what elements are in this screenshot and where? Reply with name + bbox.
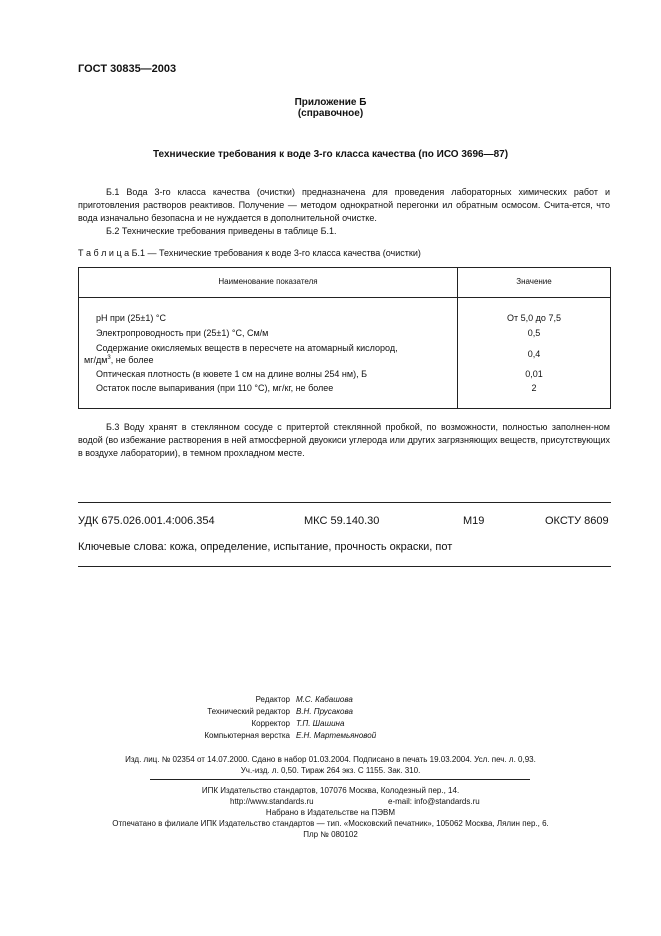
- paragraph-b3: Б.3 Воду хранят в стеклянном сосуде с притертой стеклянной пробкой, по возможности, полностью заполнен-ном водой (во избежание растворения в ней атмосферной двуокиси углерода или других загрязняющих веществ, присутствующих в воздухе лаборатории), в темном прохладном месте.: [78, 422, 610, 458]
- paragraph-b1: Б.1 Вода 3-го класса качества (очистки) предназначена для проведения лабораторных химических работ и приготовления растворов реактивов. Получение — методом однократной перегонки ил обратным осмосом. Счита-ется, что вода изначально безопасна и не нуждается в дополнительной очистке.: [78, 187, 610, 223]
- publisher-email[interactable]: e-mail: info@standards.ru: [388, 797, 480, 806]
- table-row-name: Остаток после выпаривания (при 110 °С), мг/кг, не более: [96, 383, 334, 393]
- group-code: М19: [463, 515, 485, 527]
- column-header-value: Значение: [516, 277, 552, 286]
- table-row-name: Оптическая плотность (в кювете 1 см на длине волны 254 нм), Б: [96, 369, 367, 379]
- appendix-title: Приложение Б: [294, 97, 367, 108]
- mks-code: МКС 59.140.30: [304, 515, 380, 527]
- table-row-value: 0,01: [525, 369, 543, 379]
- publisher-line-5: Плр № 080102: [303, 830, 358, 839]
- okstu-code: ОКСТУ 8609: [545, 515, 609, 527]
- publisher-url[interactable]: http://www.standards.ru: [230, 797, 314, 806]
- paragraph-b2: Б.2 Технические требования приведены в таблице Б.1.: [106, 226, 337, 236]
- credits: Редактор М.С. Кабашова Технический редактор В.Н. Прусакова Корректор Т.П. Шашина Компьютерная верстка Е.Н. Мартемьяновой: [204, 695, 377, 740]
- table-row-value: 0,5: [527, 328, 541, 338]
- publisher-line-4: Отпечатано в филиале ИПК Издательство стандартов — тип. «Московский печатник», 105062 Москва, Лялин пер., 6.: [112, 819, 549, 828]
- imprint-line-1: Изд. лиц. № 02354 от 14.07.2000. Сдано в набор 01.03.2004. Подписано в печать 19.03.2004. Усл. печ. л. 0,93.: [125, 755, 536, 764]
- table-row-name: Электропроводность при (25±1) °С, См/м: [96, 328, 269, 338]
- table-caption: Т а б л и ц а Б.1 — Технические требования к воде 3-го класса качества (очистки): [78, 248, 421, 258]
- table-row-value: 2: [531, 383, 537, 393]
- appendix-subtitle: (справочное): [297, 108, 364, 119]
- section-title: Технические требования к воде 3-го класса качества (по ИСО 3696—87): [152, 149, 509, 160]
- publisher-line-3: Набрано в Издательстве на ПЭВМ: [265, 808, 396, 817]
- table-row-value: От 5,0 до 7,5: [507, 313, 561, 323]
- keywords: Ключевые слова: кожа, определение, испытание, прочность окраски, пот: [78, 541, 453, 553]
- column-header-name: Наименование показателя: [218, 277, 318, 286]
- udk-code: УДК 675.026.001.4:006.354: [78, 515, 215, 527]
- table-row-name-cont: $мг/дм^3$, не более: [84, 355, 154, 365]
- table-row-value: 0,4: [527, 349, 541, 359]
- publisher-line-1: ИПК Издательство стандартов, 107076 Москва, Колодезный пер., 14.: [201, 786, 460, 795]
- table-row-name: Содержание окисляемых веществ в пересчете на атомарный кислород,: [96, 343, 398, 353]
- table-row-name: pH при (25±1) °С: [96, 313, 166, 323]
- imprint-line-2: Уч.-изд. л. 0,50. Тираж 264 экз. С 1155. Зак. 310.: [240, 766, 421, 775]
- standard-number: ГОСТ 30835—2003: [78, 63, 177, 75]
